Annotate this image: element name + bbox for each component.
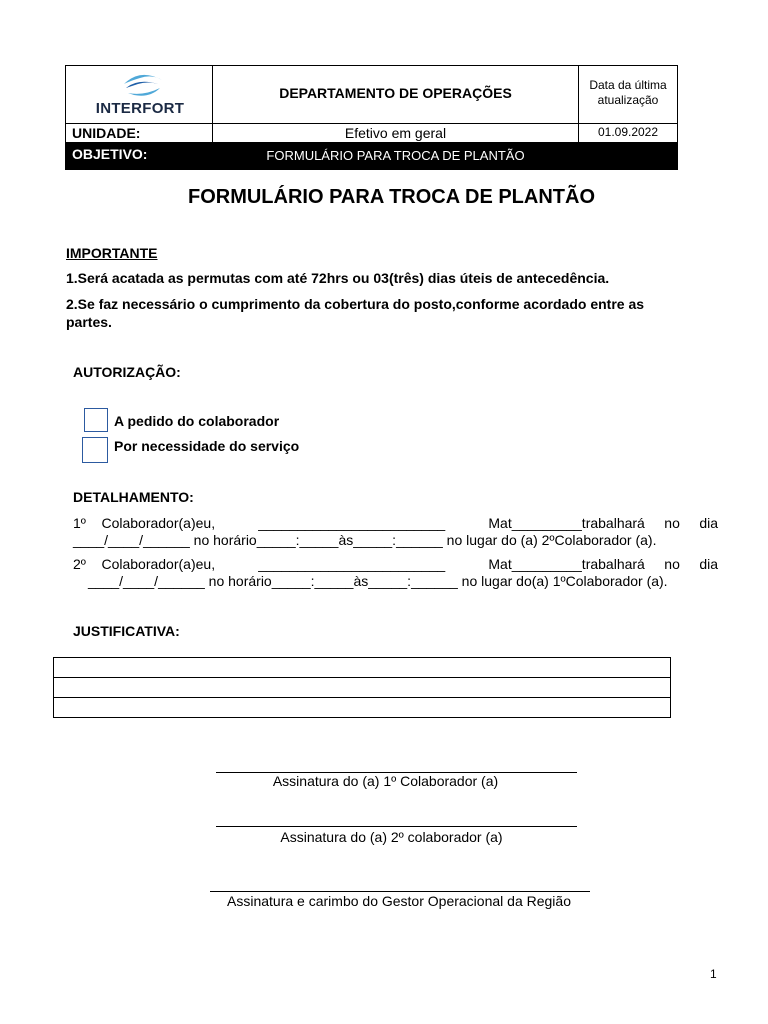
importante-heading: IMPORTANTE xyxy=(66,245,158,261)
signature-label-1: Assinatura do (a) 1º Colaborador (a) xyxy=(272,773,499,789)
colaborador-1-name-blank[interactable]: ________________________ xyxy=(258,515,446,531)
checkbox-necessidade-servico[interactable] xyxy=(82,437,108,463)
signature-label-3: Assinatura e carimbo do Gestor Operacional da Região xyxy=(227,893,571,909)
colaborador-1-line-1 xyxy=(73,515,718,531)
page-title: FORMULÁRIO PARA TROCA DE PLANTÃO xyxy=(187,186,595,208)
colaborador-2-name-label: 2º Colaborador(a)eu, xyxy=(73,556,216,572)
signature-label-2: Assinatura do (a) 2º colaborador (a) xyxy=(280,829,503,845)
checkbox-pedido-colaborador[interactable] xyxy=(84,408,108,432)
importante-item-2-line-1: 2.Se faz necessário o cumprimento da cobertura do posto,conforme acordado entre as xyxy=(66,296,645,312)
colaborador-2-line-1 xyxy=(73,556,718,572)
objetivo-label: OBJETIVO: xyxy=(72,146,148,162)
colaborador-2-mat-label: Mat_________trabalhará no dia xyxy=(488,556,718,572)
date-value: 01.09.2022 xyxy=(597,125,659,139)
importante-item-2-line-2: partes. xyxy=(66,314,112,330)
detalhamento-heading: DETALHAMENTO: xyxy=(73,489,194,505)
interfort-logo-icon xyxy=(72,70,208,100)
colaborador-2-line-2: ____/____/______ no horário_____:_____às_____:______ no lugar do(a) 1ºColaborador (a). xyxy=(88,573,668,589)
colaborador-1-line-2: ____/____/______ no horário_____:_____às_____:______ no lugar do (a) 2ºColaborador (a). xyxy=(73,532,657,548)
unidade-label: UNIDADE: xyxy=(72,125,141,141)
signature-line-2[interactable] xyxy=(216,826,577,827)
colaborador-1-mat-label: Mat_________trabalhará no dia xyxy=(488,515,718,531)
colaborador-1-name-label: 1º Colaborador(a)eu, xyxy=(73,515,216,531)
page-number: 1 xyxy=(710,967,717,981)
importante-item-1: 1.Será acatada as permutas com até 72hrs ou 03(três) dias úteis de antecedência. xyxy=(66,270,610,286)
justificativa-heading: JUSTIFICATIVA: xyxy=(73,623,180,639)
option-pedido-colaborador: A pedido do colaborador xyxy=(114,413,280,429)
logo-text: INTERFORT xyxy=(95,100,185,117)
unidade-value: Efetivo em geral xyxy=(344,125,447,141)
objetivo-value: FORMULÁRIO PARA TROCA DE PLANTÃO xyxy=(266,148,525,163)
justificativa-row-1[interactable] xyxy=(53,657,671,678)
objetivo-row xyxy=(66,142,677,169)
department-title: DEPARTAMENTO DE OPERAÇÕES xyxy=(279,85,512,101)
signature-line-3[interactable] xyxy=(210,891,590,892)
date-label: Data da última atualização xyxy=(589,78,667,107)
colaborador-2-name-blank[interactable]: ________________________ xyxy=(258,556,446,572)
justificativa-row-3[interactable] xyxy=(53,697,671,718)
autorizacao-heading: AUTORIZAÇÃO: xyxy=(73,364,181,380)
justificativa-row-2[interactable] xyxy=(53,677,671,698)
header-table xyxy=(65,65,678,170)
option-necessidade-servico: Por necessidade do serviço xyxy=(114,438,300,454)
logo xyxy=(72,70,208,120)
